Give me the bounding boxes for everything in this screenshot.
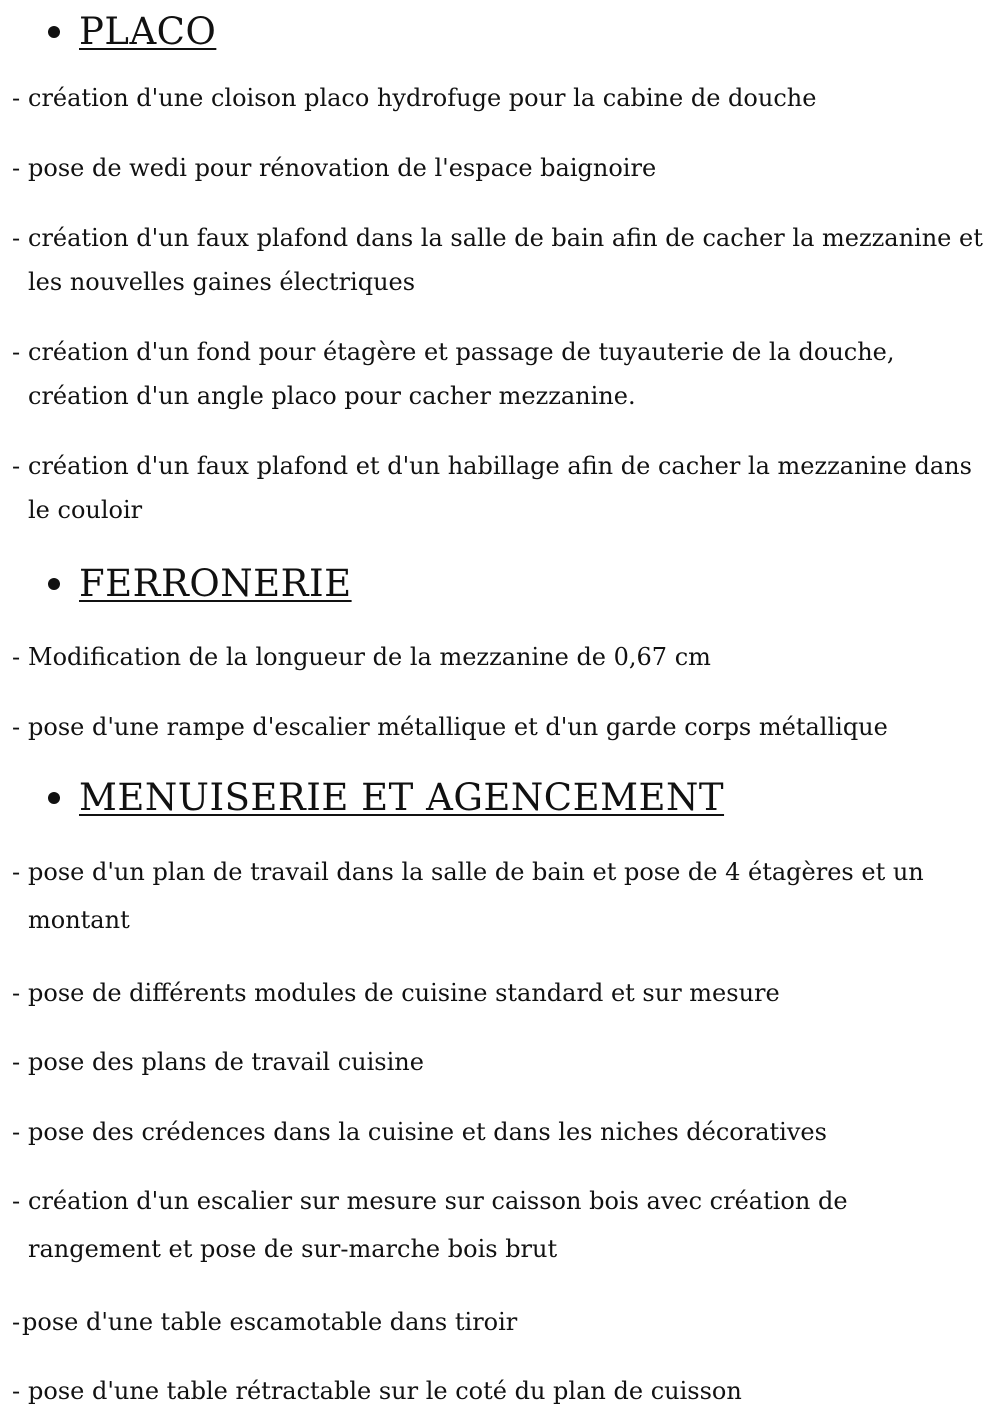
- item-text: création d'un fond pour étagère et passage de tuyauterie de la douche,: [28, 338, 895, 366]
- item-text-continued: création d'un angle placo pour cacher mezzanine.: [28, 382, 636, 410]
- list-item: [12, 76, 972, 120]
- section-title: FERRONERIE: [79, 562, 352, 605]
- item-text: pose d'une table rétractable sur le coté du plan de cuisson: [28, 1377, 742, 1405]
- item-text: création d'un escalier sur mesure sur caisson bois avec création de: [28, 1187, 848, 1215]
- section-title: MENUISERIE ET AGENCEMENT: [79, 776, 725, 819]
- dash-marker: -: [12, 713, 21, 741]
- bullet-icon: [48, 578, 60, 590]
- list-item: [12, 1040, 972, 1084]
- item-text: création d'une cloison placo hydrofuge pour la cabine de douche: [28, 84, 817, 112]
- list-item: [12, 146, 972, 190]
- list-item: [12, 330, 972, 418]
- list-item: [12, 850, 972, 942]
- item-text: création d'un faux plafond dans la salle de bain afin de cacher la mezzanine et: [28, 224, 983, 252]
- item-text: pose de différents modules de cuisine standard et sur mesure: [28, 979, 780, 1007]
- item-text: pose des crédences dans la cuisine et dans les niches décoratives: [28, 1118, 827, 1146]
- dash-marker: -: [12, 338, 21, 366]
- section-heading-menuiserie: [48, 776, 724, 820]
- item-text: Modification de la longueur de la mezzanine de 0,67 cm: [28, 643, 711, 671]
- dash-marker: -: [12, 154, 21, 182]
- item-text-continued: rangement et pose de sur-marche bois brut: [28, 1235, 558, 1263]
- item-text: pose d'une rampe d'escalier métallique et d'un garde corps métallique: [28, 713, 888, 741]
- bullet-icon: [48, 26, 60, 38]
- item-text: pose de wedi pour rénovation de l'espace baignoire: [28, 154, 657, 182]
- item-text-continued: le couloir: [28, 496, 143, 524]
- item-text: pose des plans de travail cuisine: [28, 1048, 424, 1076]
- list-item: [12, 1300, 972, 1344]
- dash-marker: -: [12, 1308, 21, 1336]
- dash-marker: -: [12, 1187, 21, 1215]
- list-item: [12, 1110, 972, 1154]
- section-title: PLACO: [79, 10, 217, 53]
- item-text: création d'un faux plafond et d'un habillage afin de cacher la mezzanine dans: [28, 452, 972, 480]
- dash-marker: -: [12, 1048, 21, 1076]
- dash-marker: -: [12, 858, 21, 886]
- dash-marker: -: [12, 84, 21, 112]
- item-text-continued: montant: [28, 906, 130, 934]
- list-item: [12, 705, 972, 749]
- dash-marker: -: [12, 452, 21, 480]
- dash-marker: -: [12, 643, 21, 671]
- dash-marker: -: [12, 1377, 21, 1405]
- section-heading-ferronerie: [48, 562, 352, 606]
- dash-marker: -: [12, 1118, 21, 1146]
- item-text-continued: les nouvelles gaines électriques: [28, 268, 416, 296]
- list-item: [12, 635, 972, 679]
- list-item: [12, 444, 972, 532]
- item-text: pose d'une table escamotable dans tiroir: [22, 1308, 518, 1336]
- list-item: [12, 1179, 972, 1271]
- dash-marker: -: [12, 224, 21, 252]
- section-heading-placo: [48, 10, 216, 54]
- bullet-icon: [48, 792, 60, 804]
- dash-marker: -: [12, 979, 21, 1007]
- list-item: [12, 216, 983, 304]
- item-text: pose d'un plan de travail dans la salle de bain et pose de 4 étagères et un: [28, 858, 924, 886]
- list-item: [12, 971, 972, 1015]
- list-item: [12, 1369, 972, 1413]
